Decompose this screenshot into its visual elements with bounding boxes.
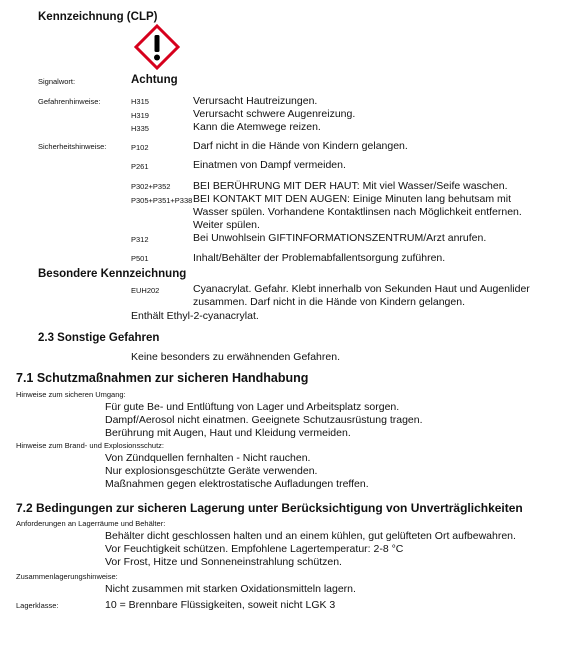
fire-text: Nur explosionsgeschützte Geräte verwenden. xyxy=(105,465,318,477)
handling-label: Hinweise zum sicheren Umgang: xyxy=(16,390,126,399)
safety-text: BEI BERÜHRUNG MIT DER HAUT: Mit viel Wasser/Seife waschen. xyxy=(193,180,508,192)
ghs-exclamation-icon xyxy=(134,24,180,70)
safety-label: Sicherheitshinweise: xyxy=(38,142,107,151)
hazard-text: Kann die Atemwege reizen. xyxy=(193,121,321,133)
clp-heading: Kennzeichnung (CLP) xyxy=(38,11,158,23)
hazard-text: Verursacht schwere Augenreizung. xyxy=(193,108,356,120)
safety-code: P312 xyxy=(131,235,149,244)
special-code: EUH202 xyxy=(131,286,160,295)
special-text: zusammen. Darf nicht in die Hände von Kindern gelangen. xyxy=(193,296,465,308)
signal-label: Signalwort: xyxy=(38,77,76,86)
handling-text: Dampf/Aerosol nicht einatmen. Geeignete Schutzausrüstung tragen. xyxy=(105,414,423,426)
handling-text: Berührung mit Augen, Haut und Kleidung vermeiden. xyxy=(105,427,351,439)
other-hazards-text: Keine besonders zu erwähnenden Gefahren. xyxy=(131,351,340,363)
safety-text: Einatmen von Dampf vermeiden. xyxy=(193,159,346,171)
safety-text: Inhalt/Behälter der Problemabfallentsorgung zuführen. xyxy=(193,252,446,264)
storage-class-label: Lagerklasse: xyxy=(16,601,59,610)
section-7-2-heading: 7.2 Bedingungen zur sicheren Lagerung unter Berücksichtigung von Unverträglichkeiten xyxy=(16,501,523,515)
storage-label: Anforderungen an Lagerräume und Behälter: xyxy=(16,519,166,528)
safety-code: P302+P352 xyxy=(131,182,171,191)
co-storage-label: Zusammenlagerungshinweise: xyxy=(16,572,118,581)
fire-label: Hinweise zum Brand- und Explosionsschutz: xyxy=(16,441,164,450)
safety-text: Wasser spülen. Vorhandene Kontaktlinsen nach Möglichkeit entfernen. xyxy=(193,206,522,218)
hazard-text: Verursacht Hautreizungen. xyxy=(193,95,318,107)
storage-class-text: 10 = Brennbare Flüssigkeiten, soweit nicht LGK 3 xyxy=(105,599,336,611)
hazard-code: H315 xyxy=(131,97,149,106)
hazard-code: H319 xyxy=(131,111,149,120)
safety-text: BEI KONTAKT MIT DEN AUGEN: Einige Minuten lang behutsam mit xyxy=(193,193,512,205)
safety-text: Weiter spülen. xyxy=(193,219,260,231)
safety-code: P261 xyxy=(131,162,149,171)
safety-code: P102 xyxy=(131,143,149,152)
fire-text: Maßnahmen gegen elektrostatische Aufladungen treffen. xyxy=(105,478,369,490)
co-storage-text: Nicht zusammen mit starken Oxidationsmitteln lagern. xyxy=(105,583,356,595)
handling-text: Für gute Be- und Entlüftung von Lager und Arbeitsplatz sorgen. xyxy=(105,401,400,413)
safety-text: Bei Unwohlsein GIFTINFORMATIONSZENTRUM/Arzt anrufen. xyxy=(193,232,487,244)
safety-code: P501 xyxy=(131,254,149,263)
special-text: Cyanacrylat. Gefahr. Klebt innerhalb von Sekunden Haut und Augenlider xyxy=(193,283,530,295)
safety-text: Darf nicht in die Hände von Kindern gelangen. xyxy=(193,140,408,152)
hazard-label: Gefahrenhinweise: xyxy=(38,97,101,106)
hazard-code: H335 xyxy=(131,124,149,133)
section-7-1-heading: 7.1 Schutzmaßnahmen zur sicheren Handhabung xyxy=(16,371,309,385)
safety-code: P305+P351+P338 xyxy=(131,196,193,205)
fire-text: Von Zündquellen fernhalten - Nicht rauchen. xyxy=(105,452,311,464)
contains-text: Enthält Ethyl-2-cyanacrylat. xyxy=(131,310,259,322)
storage-text: Behälter dicht geschlossen halten und an einem kühlen, gut gelüfteten Ort aufbewahren. xyxy=(105,530,516,542)
storage-text: Vor Feuchtigkeit schützen. Empfohlene Lagertemperatur: 2-8 °C xyxy=(105,543,404,555)
special-heading: Besondere Kennzeichnung xyxy=(38,268,187,280)
storage-text: Vor Frost, Hitze und Sonneneinstrahlung schützen. xyxy=(105,556,342,568)
other-hazards-heading: 2.3 Sonstige Gefahren xyxy=(38,332,160,344)
signal-value: Achtung xyxy=(131,74,178,86)
